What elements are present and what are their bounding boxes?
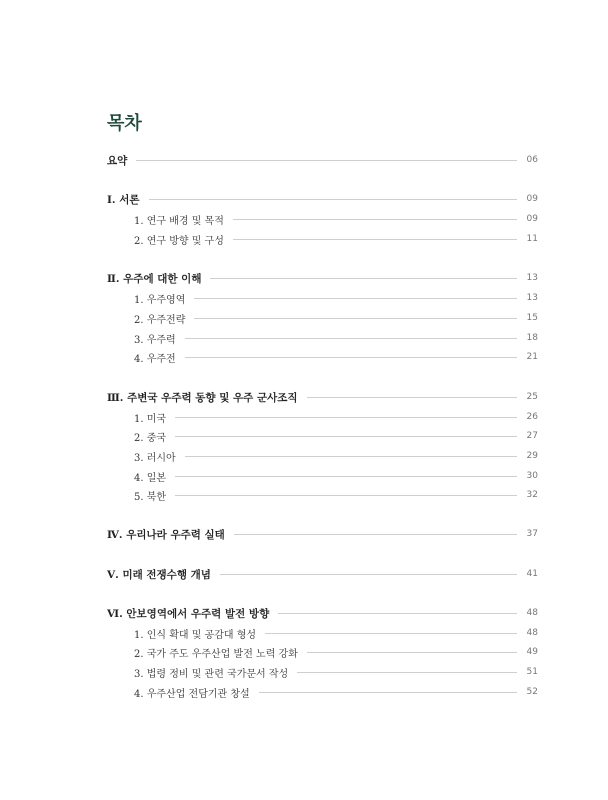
toc-entry-section[interactable] [134,645,538,659]
toc-page-number: 18 [526,333,538,343]
toc-label: Ⅳ. 우리나라 우주력 실태 [107,528,225,541]
page-title: 목차 [107,113,142,134]
toc-entry-section[interactable] [134,311,538,325]
toc-page-number: 25 [526,392,538,402]
toc-entry-section[interactable] [134,331,538,345]
toc-entry-section[interactable] [134,665,538,679]
toc-page-number: 52 [526,687,538,697]
dot-leader [136,160,517,161]
dot-leader [210,278,517,279]
toc-entry-section[interactable] [134,488,538,502]
dot-leader [175,417,517,418]
dot-leader [175,476,517,477]
toc-entry-chapter-2[interactable] [107,271,538,285]
toc-entry-section[interactable] [134,449,538,463]
toc-entry-section[interactable] [134,685,538,699]
dot-leader [233,219,517,220]
toc-entry-chapter-4[interactable] [107,527,538,541]
dot-leader [194,318,517,319]
toc-page-number: 11 [526,234,538,244]
toc-entry-section[interactable] [134,291,538,305]
toc-label: 3. 우주력 [134,334,176,346]
toc-entry-section[interactable] [134,350,538,364]
toc-label: 2. 연구 방향 및 구성 [134,235,224,247]
toc-page-number: 49 [526,647,538,657]
toc-label: Ⅴ. 미래 전쟁수행 개념 [107,568,211,581]
dot-leader [297,672,517,673]
toc-label: 1. 인식 확대 및 공감대 형성 [134,629,257,641]
toc-page-number: 13 [526,273,538,283]
toc-entry-section[interactable] [134,626,538,640]
toc-entry-chapter-5[interactable] [107,567,538,581]
toc-label: 5. 북한 [134,491,167,503]
dot-leader [185,357,517,358]
toc-label: 4. 우주산업 전담기관 창설 [134,688,250,700]
toc-label: Ⅱ. 우주에 대한 이해 [107,272,202,285]
dot-leader [307,397,517,398]
toc-label: 3. 러시아 [134,452,176,464]
dot-leader [175,495,517,496]
toc-label: 4. 우주전 [134,353,176,365]
toc-label: 2. 우주전략 [134,314,186,326]
toc-label: 1. 미국 [134,413,167,425]
toc-entry-section[interactable] [134,212,538,226]
toc-page-number: 48 [526,628,538,638]
toc-entry-section[interactable] [134,232,538,246]
toc-page-number: 09 [526,194,538,204]
toc-label: 2. 국가 주도 우주산업 발전 노력 강화 [134,648,298,660]
toc-entry-chapter-6[interactable] [107,606,538,620]
toc-entry-section[interactable] [134,410,538,424]
toc-page-number: 26 [526,412,538,422]
dot-leader [220,574,517,575]
toc-label: 1. 우주영역 [134,294,186,306]
toc-page-number: 30 [526,471,538,481]
dot-leader [265,633,517,634]
dot-leader [259,692,517,693]
dot-leader [234,534,517,535]
toc-page-number: 13 [526,293,538,303]
toc-page-number: 51 [526,667,538,677]
toc-entry-chapter-3[interactable] [107,390,538,404]
dot-leader [194,298,517,299]
toc-label: I. 서론 [107,193,140,206]
toc-entry-summary[interactable] [107,153,538,167]
toc-page-number: 41 [526,569,538,579]
toc-entry-section[interactable] [134,429,538,443]
toc-label: 2. 중국 [134,432,167,444]
toc-page-number: 48 [526,608,538,618]
dot-leader [233,239,517,240]
toc-label: 1. 연구 배경 및 목적 [134,215,224,227]
dot-leader [149,199,517,200]
toc-entry-section[interactable] [134,469,538,483]
toc-page-number: 09 [526,214,538,224]
toc-label: Ⅵ. 안보영역에서 우주력 발전 방향 [107,607,270,620]
toc-page-number: 27 [526,431,538,441]
toc-label: 4. 일본 [134,472,167,484]
toc-page-number: 37 [526,529,538,539]
dot-leader [307,652,517,653]
dot-leader [185,456,517,457]
toc-page-number: 15 [526,313,538,323]
dot-leader [185,338,517,339]
toc-entry-chapter-1[interactable] [107,192,538,206]
dot-leader [175,436,517,437]
toc-page-number: 06 [526,155,538,165]
toc-page-number: 21 [526,352,538,362]
dot-leader [278,613,517,614]
toc-label: Ⅲ. 주변국 우주력 동향 및 우주 군사조직 [107,391,298,404]
toc-page-number: 32 [526,490,538,500]
toc-label: 요약 [107,154,128,167]
toc-label: 3. 법령 정비 및 관련 국가문서 작성 [134,668,289,680]
toc-page-number: 29 [526,451,538,461]
